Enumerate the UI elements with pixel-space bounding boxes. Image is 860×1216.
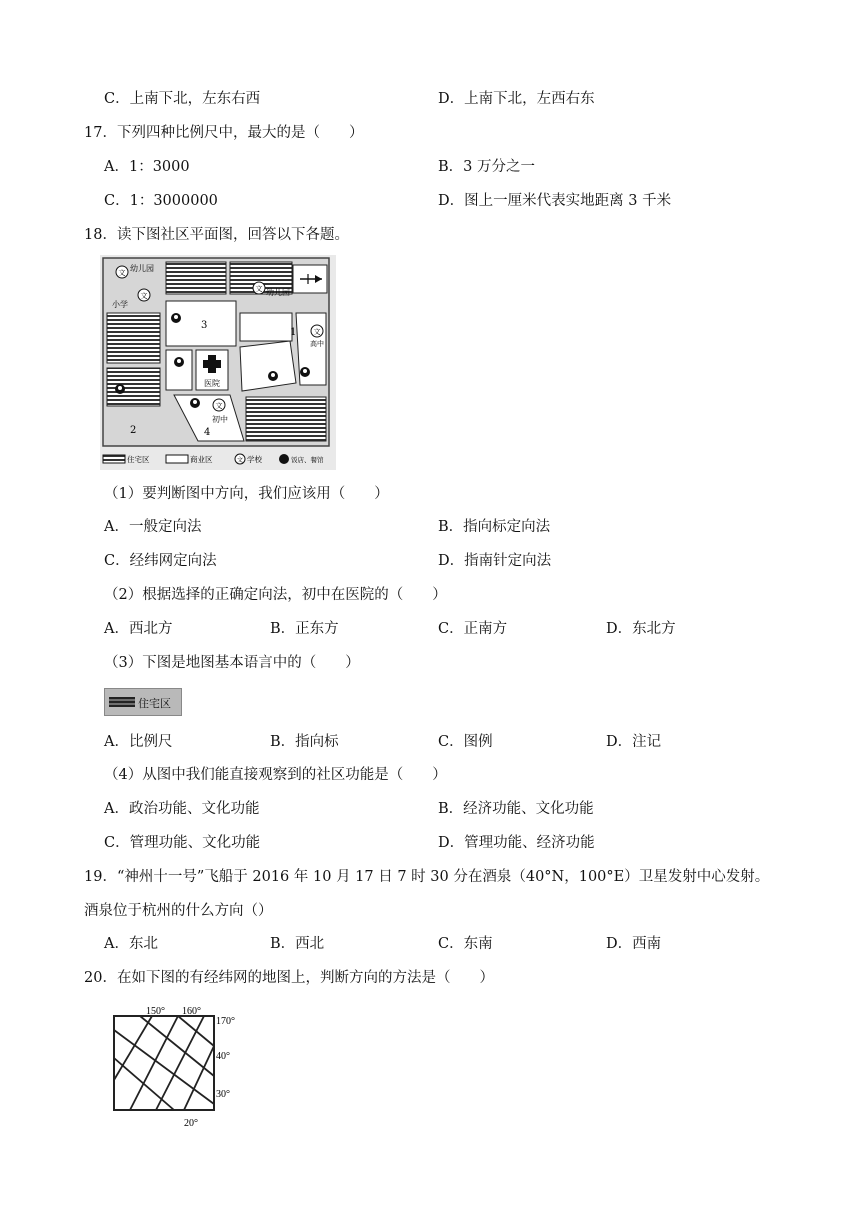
map-label-hospital: 医院	[204, 379, 220, 388]
svg-text:文: 文	[140, 292, 148, 300]
q18-sub2-option-a[interactable]: A．西北方	[104, 621, 173, 637]
commercial-block	[240, 341, 296, 391]
residential-block	[107, 313, 160, 363]
residential-legend-label: 住宅区	[138, 697, 171, 710]
q19-stem-line1: 19．“神州十一号”飞船于 2016 年 10 月 17 日 7 时 30 分在酒泉（40°N，100°E）卫星发射中心发射。	[84, 869, 770, 885]
graticule-figure	[100, 1002, 250, 1132]
lat-label: 20°	[184, 1118, 198, 1129]
q19-option-c[interactable]: C．东南	[438, 936, 493, 952]
q18-sub2-option-c[interactable]: C．正南方	[438, 621, 508, 637]
q18-sub3-stem: （3）下图是地图基本语言中的（ ）	[104, 655, 360, 671]
restaurant-icon	[171, 313, 181, 323]
community-map-figure	[100, 255, 336, 470]
q18-sub1-option-d[interactable]: D．指南针定向法	[438, 553, 552, 569]
q18-sub1-stem: （1）要判断图中方向，我们应该用（ ）	[104, 486, 389, 502]
q18-sub3-option-c[interactable]: C．图例	[438, 734, 493, 750]
q19-option-a[interactable]: A．东北	[104, 936, 158, 952]
map-label-kindergarten: 幼儿园	[130, 264, 154, 273]
legend-school: 学校	[247, 455, 262, 464]
svg-text:文: 文	[313, 328, 321, 336]
legend-restaurant: 饭店、餐馆	[291, 456, 324, 464]
map-area-number: 2	[130, 425, 137, 436]
restaurant-icon	[174, 357, 184, 367]
q18-sub1-option-b[interactable]: B．指向标定向法	[438, 519, 551, 535]
map-area-number: 3	[201, 320, 208, 331]
q18-sub3-option-d[interactable]: D．注记	[606, 734, 662, 750]
school-icon	[213, 399, 225, 411]
map-area-number: 4	[204, 427, 211, 438]
school-icon	[253, 282, 265, 294]
q17-stem: 17．下列四种比例尺中，最大的是（ ）	[84, 125, 364, 141]
residential-legend-symbol	[105, 689, 181, 715]
q17-option-a[interactable]: A．1：3000	[104, 159, 190, 175]
restaurant-icon	[115, 384, 125, 394]
q18-sub4-option-d[interactable]: D．管理功能、经济功能	[438, 835, 595, 851]
restaurant-icon	[300, 367, 310, 377]
commercial-block	[240, 313, 292, 341]
map-label-kindergarten: 幼儿园	[266, 288, 290, 297]
svg-text:文: 文	[236, 457, 244, 464]
q18-sub2-option-d[interactable]: D．东北方	[606, 621, 676, 637]
svg-text:文: 文	[215, 402, 223, 410]
q18-sub3-option-b[interactable]: B．指向标	[270, 734, 339, 750]
q18-sub2-option-b[interactable]: B．正东方	[270, 621, 339, 637]
commercial-block	[166, 350, 192, 390]
map-label-primary-school: 小学	[112, 300, 128, 309]
school-icon	[116, 266, 128, 278]
q18-sub4-option-b[interactable]: B．经济功能、文化功能	[438, 801, 594, 817]
q19-option-d[interactable]: D．西南	[606, 936, 662, 952]
q18-sub4-option-c[interactable]: C．管理功能、文化功能	[104, 835, 261, 851]
q18-stem: 18．读下图社区平面图，回答以下各题。	[84, 227, 349, 243]
graticule-map	[100, 1002, 250, 1132]
svg-text:文: 文	[255, 285, 263, 293]
q16-option-d[interactable]: D．上南下北，左西右东	[438, 91, 595, 107]
q18-sub3-option-a[interactable]: A．比例尺	[104, 734, 173, 750]
lon-label: 160°	[182, 1006, 201, 1017]
residential-block	[246, 397, 326, 441]
map-label-high-school: 高中	[310, 340, 324, 348]
svg-text:文: 文	[118, 269, 126, 277]
legend-commercial: 商业区	[190, 455, 213, 464]
q18-sub1-option-c[interactable]: C．经纬网定向法	[104, 553, 217, 569]
school-icon	[311, 325, 323, 337]
residential-block	[166, 262, 226, 294]
lat-label: 40°	[216, 1051, 230, 1062]
lat-label: 30°	[216, 1089, 230, 1100]
restaurant-icon	[268, 371, 278, 381]
lon-label: 170°	[216, 1016, 235, 1027]
map-area-number: 1	[290, 327, 297, 338]
community-map	[100, 255, 336, 470]
restaurant-icon	[190, 398, 200, 408]
map-label-middle-school: 初中	[212, 415, 228, 424]
q20-stem: 20．在如下图的有经纬网的地图上，判断方向的方法是（ ）	[84, 970, 494, 986]
q19-stem-line2: 酒泉位于杭州的什么方向（）	[84, 903, 273, 919]
q19-option-b[interactable]: B．西北	[270, 936, 325, 952]
legend-residential: 住宅区	[127, 455, 150, 464]
school-icon	[138, 289, 150, 301]
commercial-block-1	[296, 313, 326, 385]
q18-sub4-option-a[interactable]: A．政治功能、文化功能	[104, 801, 260, 817]
q18-sub2-stem: （2）根据选择的正确定向法，初中在医院的（ ）	[104, 587, 447, 603]
lon-label: 150°	[146, 1006, 165, 1017]
residential-legend-image	[104, 688, 182, 716]
q18-sub1-option-a[interactable]: A．一般定向法	[104, 519, 202, 535]
residential-block	[107, 368, 160, 406]
q17-option-c[interactable]: C．1：3000000	[104, 193, 218, 209]
q17-option-b[interactable]: B．3 万分之一	[438, 159, 535, 175]
q18-sub4-stem: （4）从图中我们能直接观察到的社区功能是（ ）	[104, 767, 447, 783]
q17-option-d[interactable]: D．图上一厘米代表实地距离 3 千米	[438, 193, 672, 209]
q16-option-c[interactable]: C．上南下北，左东右西	[104, 91, 261, 107]
